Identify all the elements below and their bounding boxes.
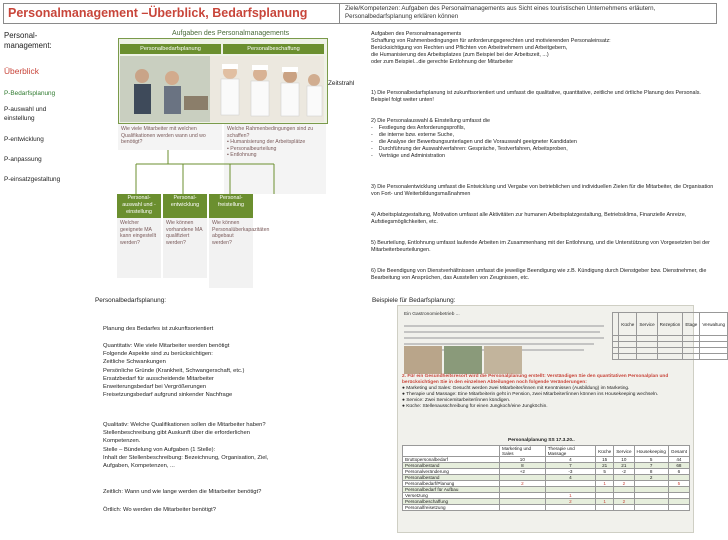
scan-bullet: ● Service: Zwei Servicemitarbeiter/innen kündigen. — [402, 398, 511, 403]
bedarfsplanung-heading: Personalbedarfsplanung: — [95, 297, 167, 304]
qual-line-3: Kompetenzen. — [103, 438, 141, 445]
scan-bullet: ● Marketing und Sales: Gesucht werden zwei Mitarbeiter/innen mit Kenntnissen (Ausbildung) im Marketing. — [402, 386, 630, 391]
quant-line-3: Zeitliche Schwankungen — [103, 359, 166, 366]
task-2-item: - Durchführung der Auswahlverfahren: Gespräche, Testverfahren, Arbeitsproben, — [371, 146, 568, 152]
plan-cell: 5 — [634, 457, 668, 463]
plan-header-cell — [668, 446, 689, 457]
diagram-sub-entwicklung-head: Personal-entwicklung — [163, 194, 207, 218]
quantitative-block — [103, 342, 383, 399]
plan-cell: +2 — [500, 469, 546, 475]
plan-row-label: Personalfreisetzung — [403, 505, 500, 511]
plan-row-label: Personalbestand — [403, 463, 500, 469]
plan-table-row — [403, 505, 690, 511]
left-menu-item-entwicklung[interactable]: P-entwicklung — [4, 136, 44, 143]
plan-row-label: Personalbedarf/Planung — [403, 481, 500, 487]
plan-cell: 2 — [634, 475, 668, 481]
left-menu-overview[interactable]: Überblick — [4, 66, 39, 76]
task-2-item-4: Durchführung der Auswahlverfahren: Gespräche, Testverfahren, Arbeitsproben, — [378, 146, 568, 152]
diagram-sub-freistellung-head: Personal-freistellung — [209, 194, 253, 218]
plan-cell — [596, 505, 614, 511]
task-2-list — [371, 125, 716, 160]
plan-header-cell — [500, 446, 546, 457]
plan-row-label: Personalbestand — [403, 475, 500, 481]
diagram-q2-item-2: Personalbeurteilung — [230, 145, 277, 152]
staff-photo — [120, 56, 324, 122]
task-2-item: - Festlegung des Anforderungsprofils, — [371, 125, 466, 131]
task-3-text: 3) Die Personalentwicklung umfasst die Entwicklung und Vergabe von betrieblichen und individuellen Zielen für die Mitarbeiter, die Organisation von Fort- und Weiterbildungsmaßnahmen — [371, 184, 714, 197]
place-line: Örtlich: Wo werden die Mitarbeiter benötigt? — [103, 507, 216, 513]
plan-cell — [500, 505, 546, 511]
diagram-q2-item-3: Entlohnung — [230, 152, 257, 159]
qual-line-5: Inhalt der Stellenbeschreibung: Bezeichnung, Organisation, Ziel, — [103, 454, 269, 461]
qual-line-1: Qualitativ: Welche Qualifikationen sollen die Mitarbeiter haben? — [103, 422, 266, 428]
plan-cell: 2 — [500, 481, 546, 487]
side-col-3 — [657, 313, 683, 336]
diagram-sub-freistellung-body: Wie können Personalüberkapazitäten abgebaut werden? — [209, 218, 253, 288]
scan-bullet: ● Küche: Stellenausschreibung für einen Jungkoch/eine Jungköchin. — [402, 404, 548, 409]
side-col-1 — [619, 313, 637, 336]
plan-header-cell — [545, 446, 595, 457]
plan-cell: 5 — [668, 481, 689, 487]
side-label-2: Service — [639, 321, 655, 327]
diagram-q2-item: ▪ Humanisierung der Arbeitsplätze — [227, 139, 306, 146]
scan-bullet: ● Therapie und Massage: Eine Mitarbeiterin geht in Pension, zwei Mitarbeiter/innen können ins Housekeeping wechseln. — [402, 392, 659, 397]
plan-cell: 7 — [545, 463, 595, 469]
task-2-heading: 2) Die Personalauswahl & Einstellung umfasst die — [371, 118, 490, 124]
scan-task-2 — [402, 374, 690, 410]
task-2-item: - die Analyse der Bewerbungsunterlagen und die Vorauswahl geeigneter Kandidaten — [371, 139, 577, 145]
side-col-5 — [700, 313, 728, 336]
plan-cell: 2 — [545, 499, 595, 505]
left-menu-item-auswahl[interactable]: P-auswahl und einstellung — [4, 106, 47, 122]
qual-line-2: Stellenbeschreibung gibt Auskunft über die erforderlichen — [103, 430, 250, 437]
plan-header-6: Gesamt — [670, 448, 687, 454]
diagram-question-1: Wie viele Mitarbeiter mit welchen Qualifikationen werden wann und wo benötigt? — [118, 124, 222, 150]
qual-line-6: Aufgaben, Kompetenzen, ... — [103, 463, 175, 470]
side-col-2 — [637, 313, 657, 336]
scan-side-table — [612, 312, 728, 360]
left-menu-item-einsatz[interactable]: P-einsatzgestaltung — [4, 176, 61, 183]
quant-line-4: Persönliche Gründe (Krankheit, Schwangerschaft, etc.) — [103, 367, 245, 374]
quant-line-7: Freisetzungsbedarf aufgrund sinkender Nachfrage — [103, 392, 233, 399]
diagram-q2-item-1: Humanisierung der Arbeitsplätze — [230, 139, 306, 146]
task-6-text: 6) Die Beendigung von Dienstverhältnissen umfasst die jeweilige Beendigung wie z.B. Kündigung durch Dienstgeber bzw. Dienstnehmer, die Bearbeitung von Ansprüchen, das Ausstellen von Zeugnissen, etc. — [371, 268, 707, 281]
plan-header-4: Service — [616, 448, 632, 454]
plan-cell: 1 — [596, 499, 614, 505]
diagram-connectors — [114, 150, 330, 194]
plan-cell: 4 — [545, 457, 595, 463]
diagram-col-bedarfsplanung: Personalbedarfsplanung — [120, 44, 221, 54]
page-title: Personalmanagement –Überblick, Bedarfsplanung — [8, 6, 308, 20]
side-label-1: Küche — [621, 321, 635, 327]
bedarf-future-line: Planung des Bedarfes ist zukunftsorientiert — [103, 326, 214, 332]
quant-line-2: Folgende Aspekte sind zu berücksichtigen: — [103, 351, 213, 358]
plan-cell: 7 — [634, 463, 668, 469]
quant-line-1: Quantitativ: Wie viele Mitarbeiter werden benötigt — [103, 343, 230, 349]
quant-line-6: Erweiterungsbedarf bei Vergrößerungen — [103, 384, 207, 391]
plan-header-3: Küche — [598, 448, 612, 454]
goal-text: Ziele/Kompetenzen: Aufgaben des Personalmanagements aus Sicht eines touristischen Unternehmens erläutern, Personalbedarfsplanung erklären können — [345, 5, 656, 20]
intro-text: Aufgaben des Personalmanagements Schaffung von Rahmenbedingungen für anforderungsgerechten und motivierenden Personaleinsatz: Berücksichtigung von Rechten und Pflichten von Arbeitnehmern und Arbeitgebern, die Humanisierung des Arbeitsplatzes (zum Beispiel bei der Arbeitszeit, ...) oder zum Beispiel...die gerechte Entlohnung der Mitarbeiter — [371, 31, 611, 65]
left-menu-item-anpassung[interactable]: P-anpassung — [4, 156, 42, 163]
task-5-text: 5) Beurteilung, Entlohnung umfasst laufende Arbeiten im Zusammenhang mit der Entlohnung, und die Unterstützung von Vorgesetzten bei der Mitarbeiterbeurteilungen. — [371, 240, 710, 253]
task-2-item-5: Verträge und Administration — [378, 153, 446, 159]
scan-bullet-3: Service: Zwei Servicemitarbeiter/innen kündigen. — [406, 398, 511, 403]
task-2-item-1: Festlegung des Anforderungsprofils, — [378, 125, 466, 131]
plan-cell: 44 — [668, 457, 689, 463]
task-2-block — [371, 118, 716, 160]
plan-row-label: Personalbeschaffung — [403, 499, 500, 505]
scan-caption: Ein Gastronomiebetrieb ... — [404, 312, 460, 317]
diagram-q2-item: ▪ Personalbeurteilung — [227, 145, 277, 152]
plan-header-5: Housekeeping — [636, 448, 666, 454]
plan-cell — [545, 505, 595, 511]
example-scan — [397, 305, 726, 533]
plan-cell: 4 — [545, 475, 595, 481]
side-col-4 — [683, 313, 700, 336]
plan-cell: 10 — [500, 457, 546, 463]
side-label-3: Rezeption — [659, 321, 681, 327]
plan-cell: 21 — [596, 463, 614, 469]
scan-bullet-1: Marketing und Sales: Gesucht werden zwei Mitarbeiter/innen mit Kenntnissen (Ausbildung) im Marketing. — [406, 386, 630, 391]
diagram-title: Aufgaben des Personalmanagements — [172, 30, 290, 37]
qualitative-block — [103, 421, 383, 470]
example-heading: Beispiele für Bedarfsplanung: — [372, 297, 456, 304]
plan-cell: 68 — [668, 463, 689, 469]
plan-cell: -2 — [614, 469, 634, 475]
plan-cell: 21 — [614, 463, 634, 469]
plan-row-label: Personalbedarf für Aufbau — [403, 487, 500, 493]
plan-cell: 1 — [596, 481, 614, 487]
task-2-item: - die interne bzw. externe Suche, — [371, 132, 455, 138]
diagram-question-2-text: Welche Rahmenbedingungen sind zu schaffen? — [227, 126, 314, 139]
diagram-col-beschaffung: Personalbeschaffung — [223, 44, 324, 54]
plan-row-label: Bruttopersonalbedarf — [403, 457, 500, 463]
task-2-item-2: die interne bzw. externe Suche, — [378, 132, 455, 138]
diagram-sub-auswahl-body: Welcher geeignete MA kann eingestellt werden? — [117, 218, 161, 278]
task-2-item: - Verträge und Administration — [371, 153, 446, 159]
plan-cell — [614, 505, 634, 511]
plan-cell: 10 — [614, 457, 634, 463]
quant-line-5: Ersatzbedarf für ausscheidende Mitarbeiter — [103, 375, 214, 382]
plan-cell — [668, 505, 689, 511]
plan-header-cell — [634, 446, 668, 457]
left-menu-item-bedarfsplanung[interactable]: P-Bedarfsplanung — [4, 90, 56, 97]
task-2-item-3: die Analyse der Bewerbungsunterlagen und die Vorauswahl geeigneter Kandidaten — [378, 139, 577, 145]
plan-cell: 2 — [614, 499, 634, 505]
left-menu-heading: Personal- management: — [4, 31, 52, 50]
plan-row-label: Versetzung — [403, 493, 500, 499]
task-4-text: 4) Arbeitsplatzgestaltung, Motivation umfasst alle Aktivitäten zur humanen Arbeitsplatzgestaltung, Betriebsklima, Finanzielle Anreize, Aufstiegsmöglichkeiten, etc. — [371, 212, 687, 225]
task-1-text: 1) Die Personalbedarfsplanung ist zukunftsorientiert und umfasst die qualitative, quantitative, zeitliche und örtliche Planung des Personals. Beispiel folgt weiter unten! — [371, 90, 701, 103]
plan-cell: 15 — [596, 457, 614, 463]
plan-table-title: Personalplanung SS 17.3.20.. — [508, 438, 575, 443]
scan-task-2-text: 2. Für ein Gesundheitsresort wird die Personalplanung erstellt: Verständigen Sie den quantitativen Personalplan und berücksichtigen Sie in den einzelnen Abteilungen noch folgende Veränderungen: — [402, 374, 669, 385]
plan-cell: 1 — [545, 493, 595, 499]
time-line: Zeitlich: Wann und wie lange werden die Mitarbeiter benötigt? — [103, 489, 262, 495]
plan-cell: 5 — [596, 469, 614, 475]
plan-cell: 8 — [500, 463, 546, 469]
plan-cell: 6 — [668, 469, 689, 475]
plan-cell — [634, 505, 668, 511]
plan-cell: 2 — [614, 481, 634, 487]
plan-cell: -3 — [545, 469, 595, 475]
plan-cell: 8 — [634, 469, 668, 475]
diagram-sub-entwicklung-body: Wie können vorhandene MA qualifiziert werden? — [163, 218, 207, 278]
qual-line-4: Stelle – Bündelung von Aufgaben (1 Stelle): — [103, 446, 216, 453]
plan-table-header — [403, 446, 690, 457]
plan-table — [402, 445, 690, 511]
side-label-4: Etage — [685, 321, 698, 327]
scan-bullet-2: Therapie und Massage: Eine Mitarbeiterin geht in Pension, zwei Mitarbeiter/innen können ins Housekeeping wechseln. — [406, 392, 659, 397]
plan-header-2: Therapie und Massage — [547, 446, 575, 456]
diagram-sub-auswahl-head: Personal-auswahl und -einstellung — [117, 194, 161, 218]
side-label-5: Verwaltung — [702, 321, 726, 327]
plan-header-cell — [614, 446, 634, 457]
plan-header-cell — [596, 446, 614, 457]
zeitstrahl-label: Zeitstrahl — [328, 80, 355, 87]
plan-header-1: Marketing und Sales — [502, 446, 532, 456]
diagram-q2-item: ▪ Entlohnung — [227, 152, 257, 159]
scan-bullet-4: Küche: Stellenausschreibung für einen Jungkoch/eine Jungköchin. — [406, 404, 548, 409]
scan-photo-strip — [404, 346, 524, 374]
plan-row-label: Personalveränderung — [403, 469, 500, 475]
